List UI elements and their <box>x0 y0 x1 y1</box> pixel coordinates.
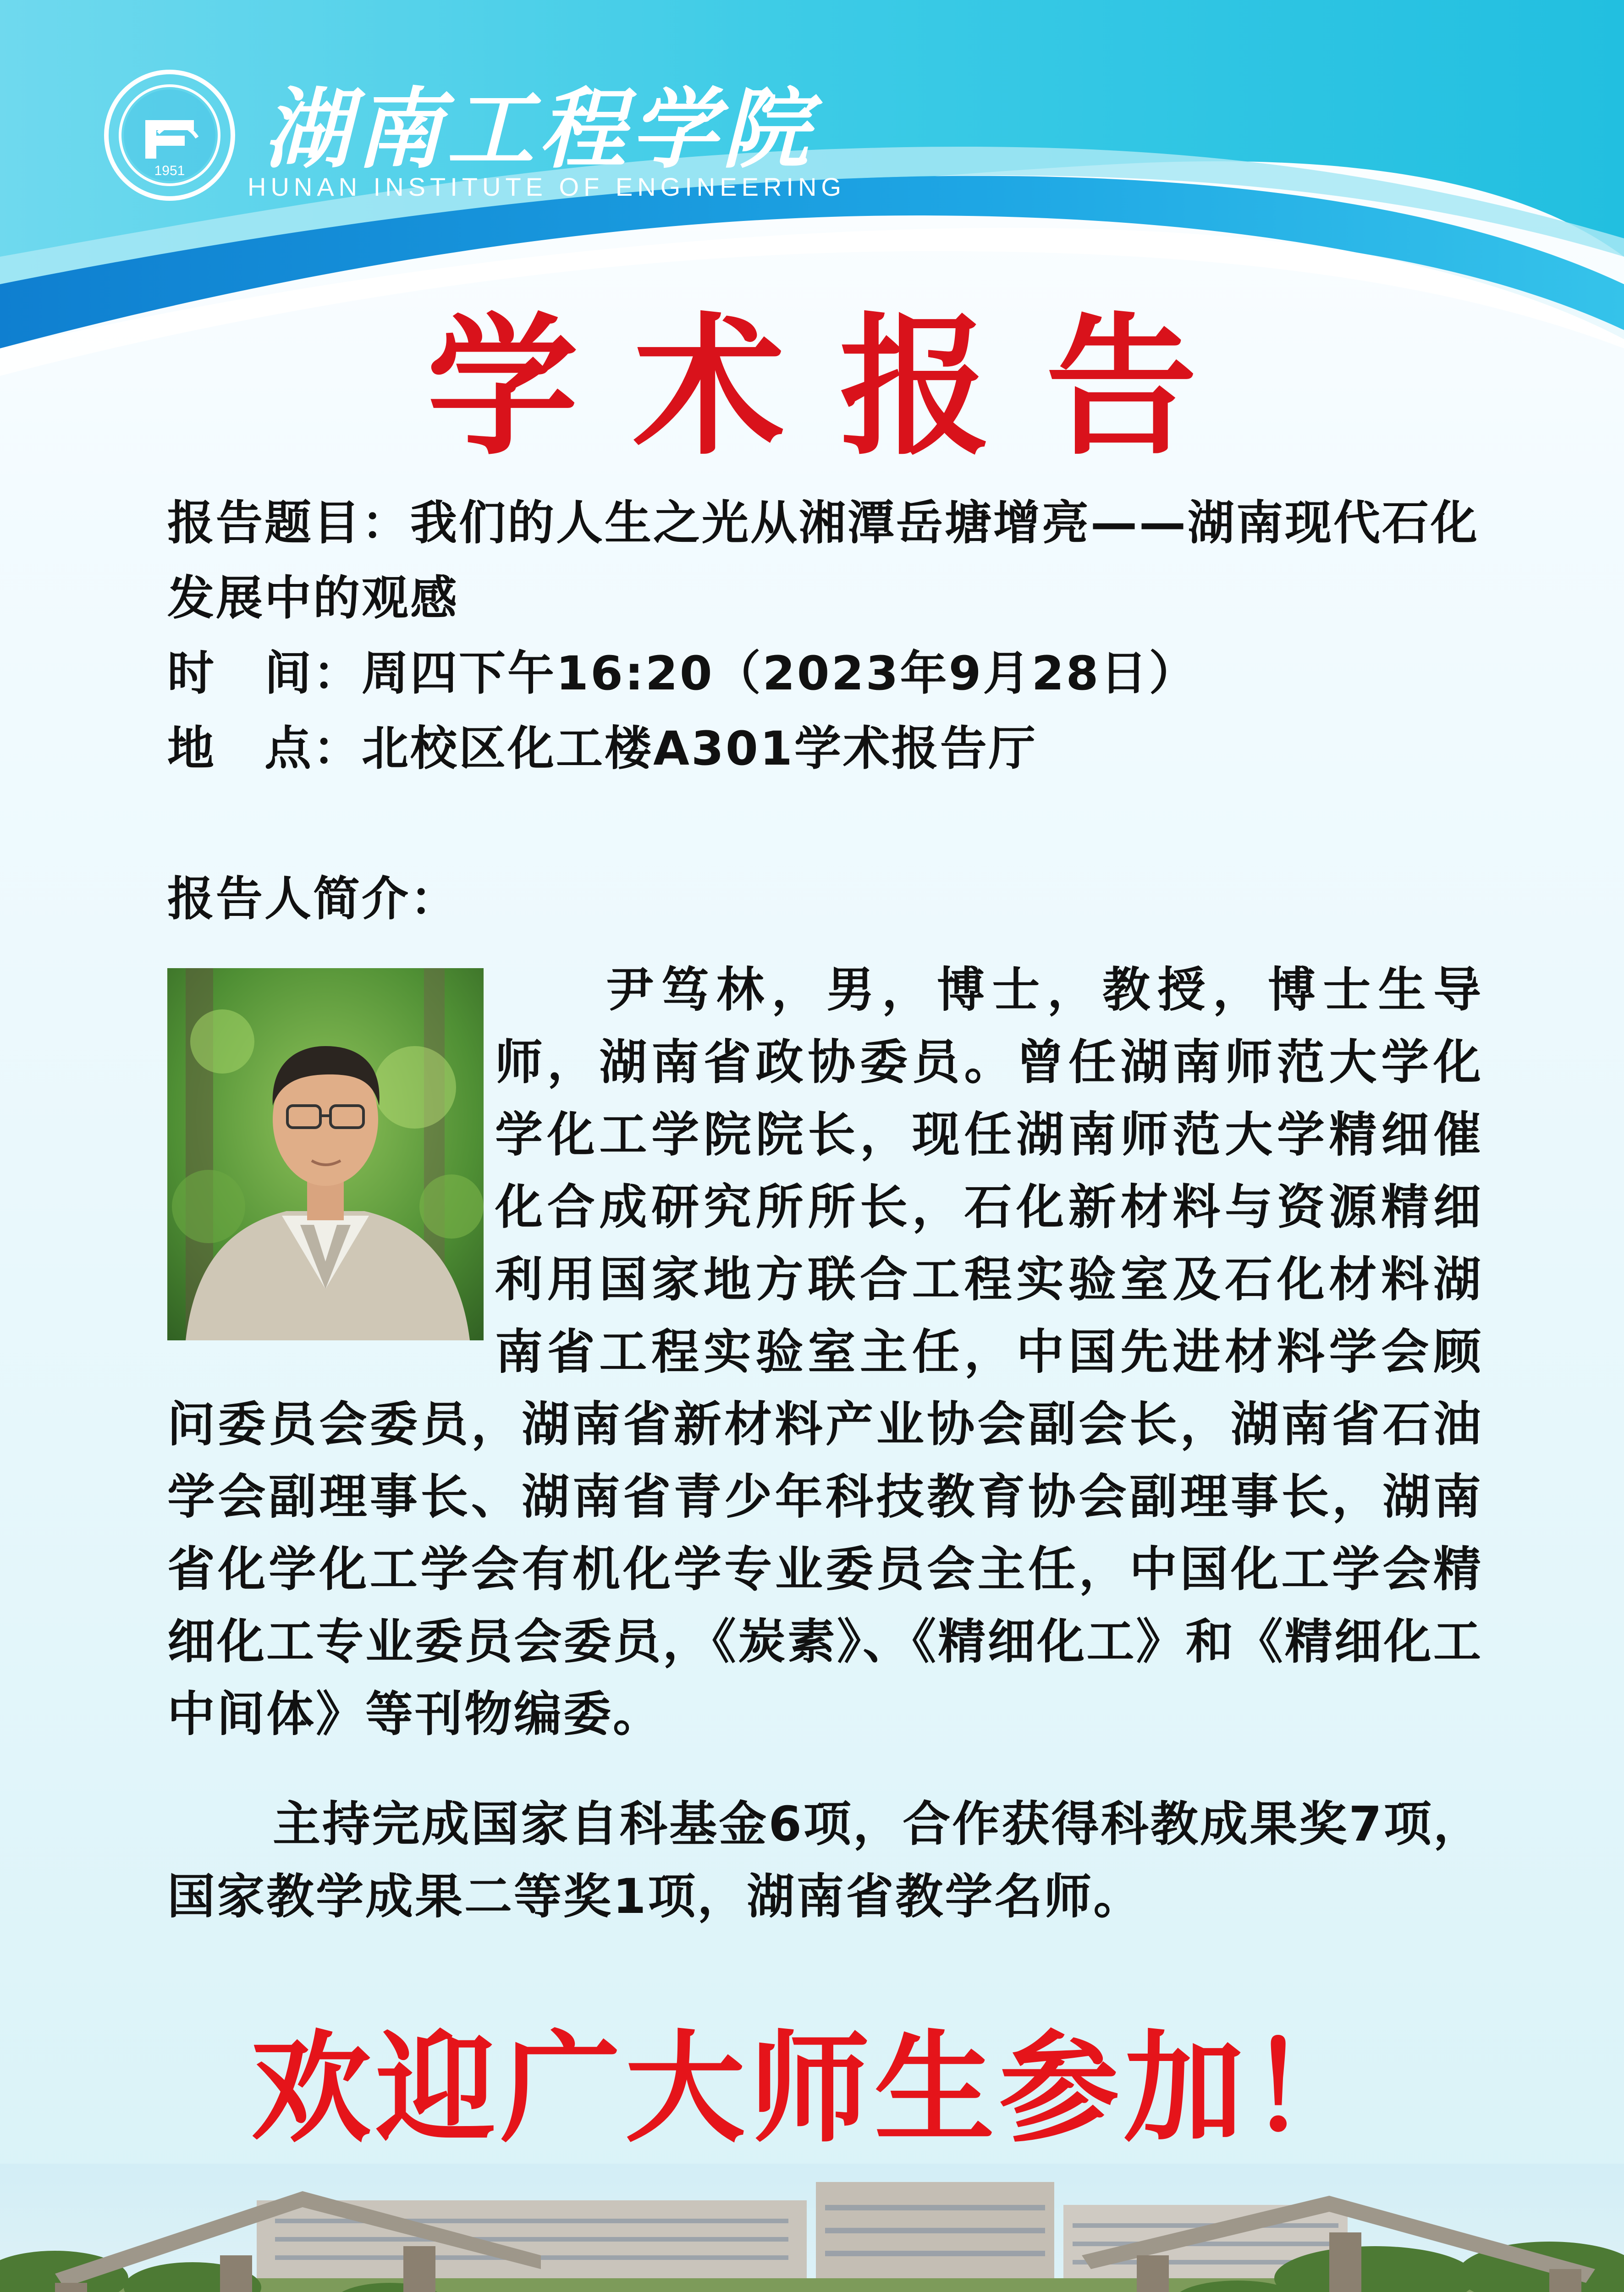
report-topic <box>167 486 1487 636</box>
report-place <box>167 711 1487 787</box>
place-value: 北校区化工楼A301学术报告厅 <box>362 722 1037 776</box>
bio-paragraph-1 <box>167 953 1483 1750</box>
topic-value: 我们的人生之光从湘潭岳塘增亮——湖南现代石化发展中的观感 <box>167 496 1479 626</box>
bio-text-2: 主持完成国家自科基金6项，合作获得科教成果奖7项，国家教学成果二等奖1项，湖南省教学名师。 <box>167 1796 1483 1924</box>
time-label: 时 间： <box>167 646 362 701</box>
bio-paragraph-2 <box>167 1788 1483 1933</box>
welcome-message: 欢迎广大师生参加！ <box>251 2019 1373 2159</box>
topic-label: 报告题目： <box>167 496 410 551</box>
school-name-english: HUNAN INSTITUTE OF ENGINEERING <box>248 172 846 201</box>
school-emblem-icon <box>103 69 236 202</box>
bio-text-1: 尹笃林，男，博士，教授，博士生导师，湖南省政协委员。曾任湖南师范大学化学化工学院院长，现任湖南师范大学精细催化合成研究所所长，石化新材料与资源精细利用国家地方联合工程实验室及石化材料湖南省工程实验室主任，中国先进材料学会顾问委员会委员，湖南省新材料产业协会副会长，湖南省石油学会副理事长、湖南省青少年科技教育协会副理事长，湖南省化学化工学会有机化学专业委员会主任，中国化工学会精细化工专业委员会委员，《炭素》、《精细化工》和《精细化工中间体》等刊物编委。 <box>167 962 1483 1742</box>
campus-gate-photo <box>0 2164 1624 2292</box>
bio-heading: 报告人简介： <box>167 872 459 926</box>
time-value: 周四下午16:20（2023年9月28日） <box>362 646 1198 701</box>
school-name: 湖南工程学院 <box>264 78 814 180</box>
report-time <box>167 636 1487 711</box>
photo-spacer <box>167 953 495 1352</box>
place-label: 地 点： <box>167 722 362 776</box>
poster-title: 学术报告 <box>427 298 1252 475</box>
svg-text:1951: 1951 <box>154 163 185 178</box>
